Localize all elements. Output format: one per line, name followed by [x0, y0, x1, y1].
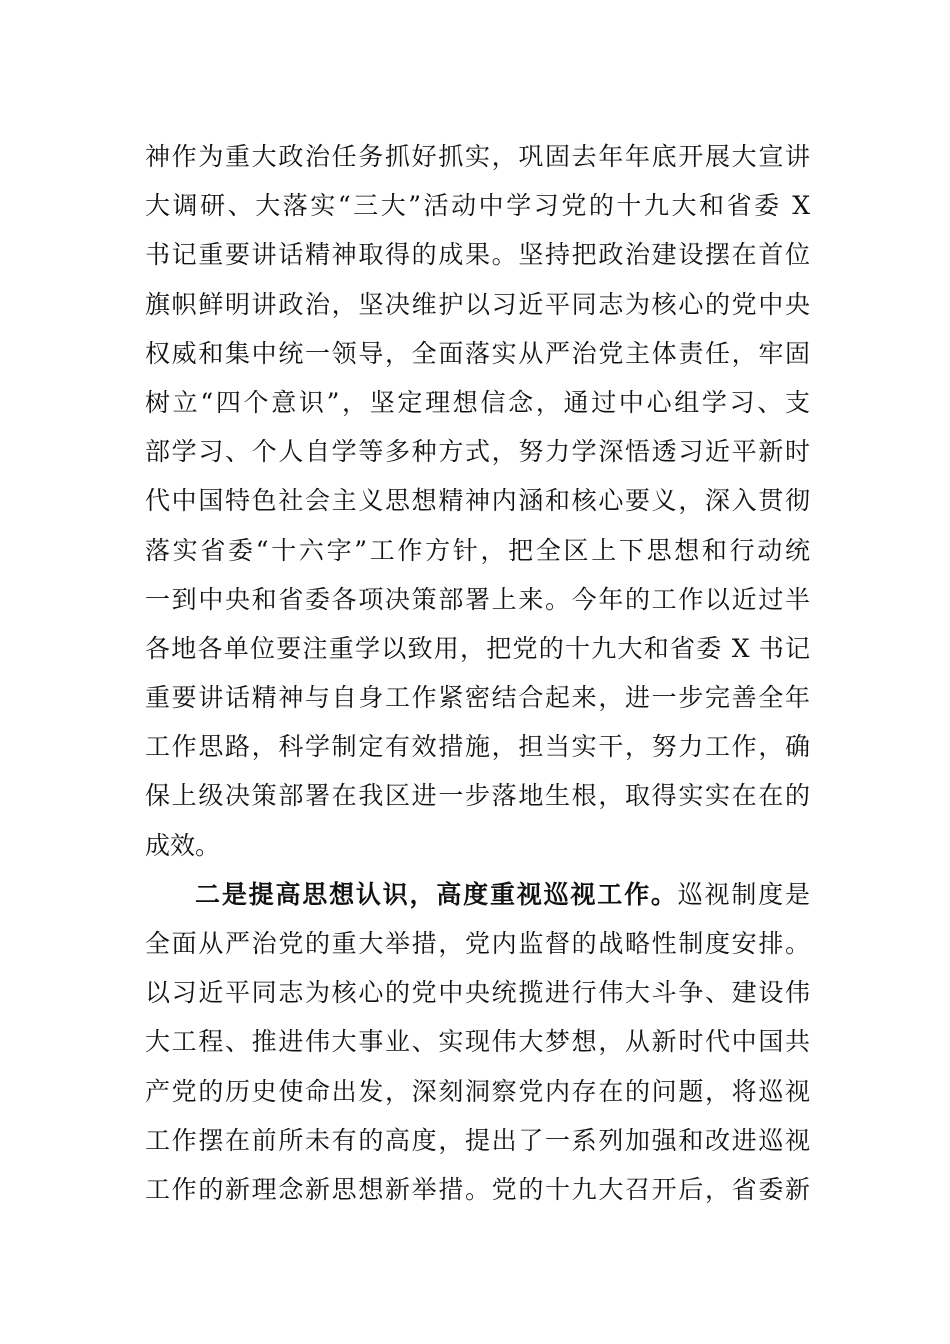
text-line: 落实省委“十六字”工作方针，把全区上下思想和行动统: [145, 535, 810, 565]
text-line: 工作思路，科学制定有效措施，担当实干，努力工作，确: [145, 732, 810, 762]
text-line: 神作为重大政治任务抓好抓实，巩固去年年底开展大宣讲: [145, 142, 810, 171]
text-line: 成效。: [145, 830, 221, 860]
text-line: 保上级决策部署在我区进一步落地生根，取得实实在在的: [145, 781, 810, 811]
text-line: 产党的历史使命出发，深刻洞察党内存在的问题，将巡视: [145, 1076, 810, 1106]
text-line: 工作的新理念新思想新举措。党的十九大召开后，省委新: [145, 1174, 810, 1204]
section-heading-continuation: 巡视制度是: [677, 879, 810, 909]
text-line: 树立“四个意识”，坚定理想信念，通过中心组学习、支: [145, 387, 810, 417]
text-line: 代中国特色社会主义思想精神内涵和核心要义，深入贯彻: [145, 486, 810, 516]
text-line: 部学习、个人自学等多种方式，努力学深悟透习近平新时: [145, 437, 810, 467]
text-line: 重要讲话精神与自身工作紧密结合起来，进一步完善全年: [145, 683, 810, 713]
text-line: 大调研、大落实“三大”活动中学习党的十九大和省委 X: [145, 191, 810, 221]
text-line: 一到中央和省委各项决策部署上来。今年的工作以近过半: [145, 584, 810, 614]
text-line: 各地各单位要注重学以致用，把党的十九大和省委 X 书记: [145, 633, 810, 663]
section-heading-line: [145, 870, 810, 919]
text-line: 大工程、推进伟大事业、实现伟大梦想，从新时代中国共: [145, 1027, 810, 1057]
section-heading: 二是提高思想认识，高度重视巡视工作。: [195, 879, 678, 909]
text-line: 以习近平同志为核心的党中央统揽进行伟大斗争、建设伟: [145, 978, 810, 1008]
text-line: 书记重要讲话精神取得的成果。坚持把政治建设摆在首位: [145, 240, 810, 270]
text-line: 工作摆在前所未有的高度，提出了一系列加强和改进巡视: [145, 1125, 810, 1155]
text-line: 旗帜鲜明讲政治，坚决维护以习近平同志为核心的党中央: [145, 289, 810, 319]
body-text: [145, 132, 810, 1214]
text-line: 权威和集中统一领导，全面落实从严治党主体责任，牢固: [145, 338, 810, 368]
text-line: 全面从严治党的重大举措，党内监督的战略性制度安排。: [145, 929, 810, 958]
